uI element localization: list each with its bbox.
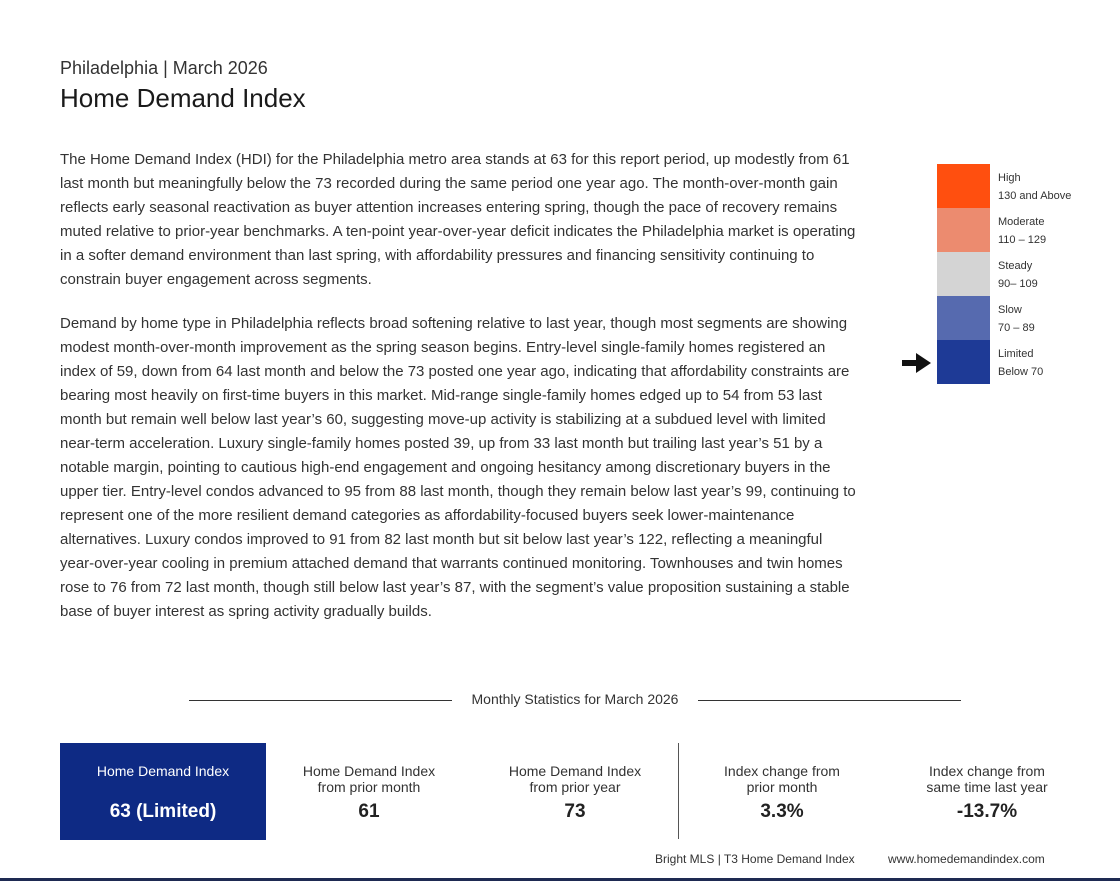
home-type-paragraph: Demand by home type in Philadelphia reflects broad softening relative to last year, though most segments are showing modest month-over-month improvement as the spring season begins. Entry-level single-family homes registered an index of 59, down from 64 last month and below the 73 posted one year ago, indicating that affordability constraints are bearing most heavily on first-time buyers in this market. Mid-range single-family homes edged up to 54 from 53 last month but remain well below last year’s 60, suggesting move-up activity is stabilizing at a subdued level with limited near-term acceleration. Luxury single-family homes posted 39, up from 33 last month but trailing last year’s 51 by a notable margin, pointing to cautious high-end engagement and ongoing hesitancy among discretionary buyers in the upper tier. Entry-level condos advanced to 95 from 88 last month, though they remain below last year’s 99, continuing to represent one of the more resilient demand categories as affordability-focused buyers seek lower-maintenance alternatives. Luxury condos improved to 91 from 82 last month but sit below last year’s 122, reflecting a meaningful year-over-year cooling in premium attached demand that warrants continued monitoring. Townhouses and twin homes rose to 76 from 72 last month, though still below last year’s 87, with the segment’s value proposition sustaining a stable base of buyer interest as spring activity gradually builds. <box>60 315 856 620</box>
legend-item-steady <box>937 252 1117 296</box>
footer-source: Bright MLS | T3 Home Demand Index <box>655 852 855 866</box>
footer-website[interactable]: www.homedemandindex.com <box>888 852 1045 866</box>
legend-label: Slow <box>998 304 1022 316</box>
hdi-current-box <box>60 743 266 840</box>
legend-item-moderate <box>937 208 1117 252</box>
legend-label: Moderate <box>998 216 1045 228</box>
legend-swatch <box>937 296 990 340</box>
stat-value: 61 <box>358 801 380 822</box>
legend-range: 70 – 89 <box>998 322 1035 334</box>
demand-legend <box>937 164 1117 384</box>
legend-item-slow <box>937 296 1117 340</box>
stat-value: 73 <box>564 801 586 822</box>
stat-label: Home Demand Index from prior year <box>508 763 642 795</box>
stats-divider <box>678 743 679 839</box>
hdi-label: Home Demand Index <box>96 763 230 779</box>
stat-value: 3.3% <box>760 801 804 822</box>
hdi-value: 63 (Limited) <box>109 801 217 822</box>
stat-prior-year <box>496 763 654 823</box>
legend-range: 130 and Above <box>998 190 1072 202</box>
legend-swatch <box>937 340 990 384</box>
legend-label: High <box>998 172 1021 184</box>
stat-label: Index change from prior month <box>724 763 840 795</box>
stat-change-year <box>912 763 1062 823</box>
report-subtitle: Philadelphia | March 2026 <box>60 58 268 78</box>
arrow-right-icon <box>902 352 932 374</box>
legend-range: Below 70 <box>998 366 1044 378</box>
legend-range: 90– 109 <box>998 278 1038 290</box>
legend-label: Limited <box>998 348 1034 360</box>
legend-item-high <box>937 164 1117 208</box>
legend-swatch <box>937 252 990 296</box>
stat-value: -13.7% <box>956 801 1018 822</box>
stats-rule-left <box>189 700 452 701</box>
stat-change-month <box>712 763 852 823</box>
report-title: Home Demand Index <box>60 83 306 113</box>
stat-label: Home Demand Index from prior month <box>302 763 436 795</box>
legend-range: 110 – 129 <box>998 234 1047 246</box>
legend-item-limited <box>937 340 1117 384</box>
legend-swatch <box>937 164 990 208</box>
stat-label: Index change from same time last year <box>926 763 1048 795</box>
stats-caption: Monthly Statistics for March 2026 <box>455 691 695 707</box>
stat-prior-month <box>290 763 448 823</box>
summary-paragraph: The Home Demand Index (HDI) for the Philadelphia metro area stands at 63 for this report period, up modestly from 61 last month but meaningfully below the 73 recorded during the same period one year ago. The month-over-month gain reflects early seasonal reactivation as buyer attention increases entering spring, though the pace of recovery remains muted relative to prior-year benchmarks. A ten-point year-over-year deficit indicates the Philadelphia market is operating in a softer demand environment than last spring, with affordability pressures and financing sensitivity continuing to constrain buyer engagement across segments. <box>60 151 856 288</box>
stats-rule-right <box>698 700 961 701</box>
legend-label: Steady <box>998 260 1033 272</box>
legend-swatch <box>937 208 990 252</box>
